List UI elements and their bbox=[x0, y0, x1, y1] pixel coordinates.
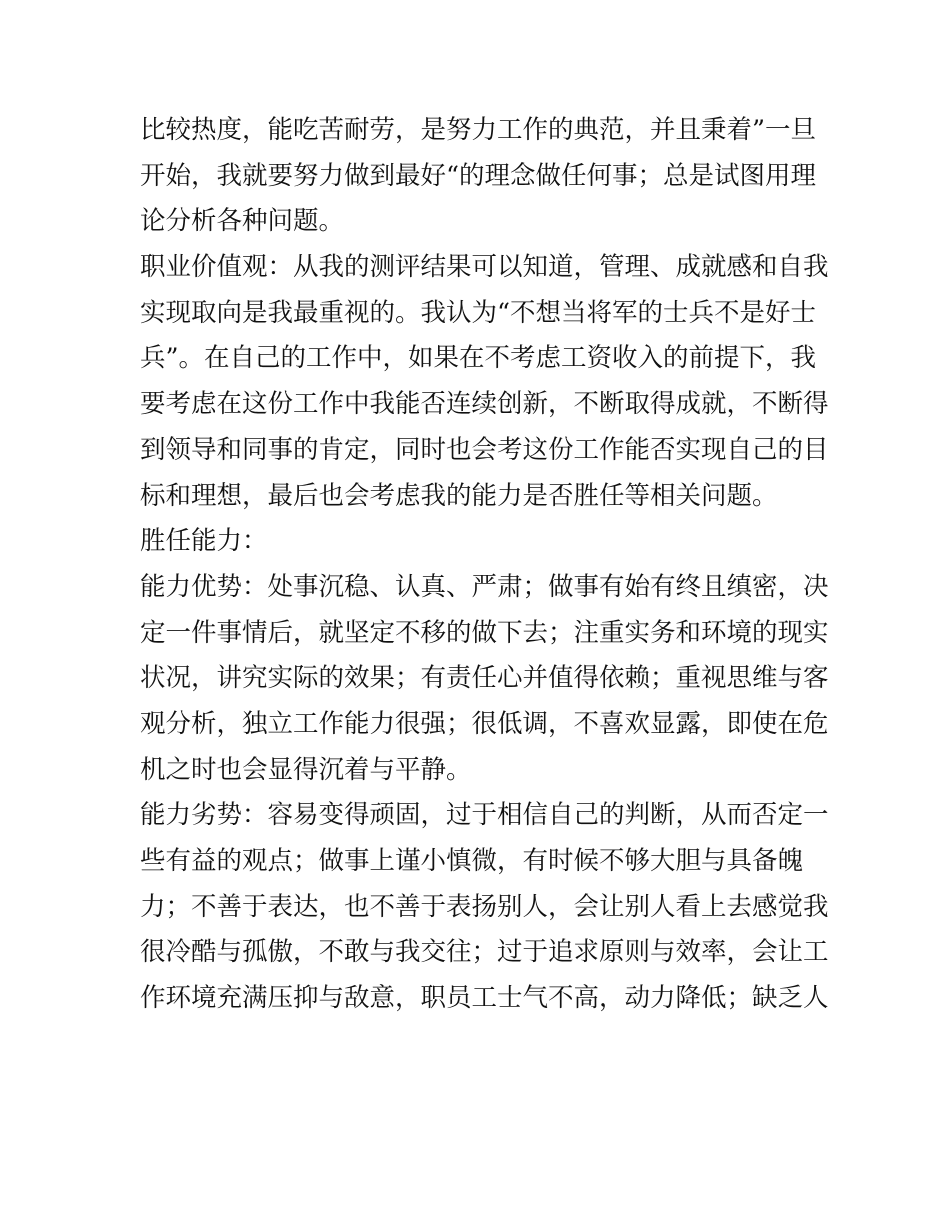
text-line: 到领导和同事的肯定，同时也会考这份工作能否实现自己的目 bbox=[140, 434, 829, 465]
text-line: 标和理想，最后也会考虑我的能力是否胜任等相关问题。 bbox=[140, 480, 778, 511]
text-line: 定一件事情后，就坚定不移的做下去；注重实务和环境的现实 bbox=[140, 617, 829, 648]
text-line: 力；不善于表达，也不善于表扬别人，会让别人看上去感觉我 bbox=[140, 891, 829, 922]
text-line: 能力优势：处事沉稳、认真、严肃；做事有始有终且缜密，决 bbox=[140, 571, 829, 602]
text-line: 状况，讲究实际的效果；有责任心并值得依赖；重视思维与客 bbox=[140, 663, 829, 694]
text-line: 职业价值观：从我的测评结果可以知道，管理、成就感和自我 bbox=[140, 252, 829, 283]
text-line: 观分析，独立工作能力很强；很低调，不喜欢显露，即使在危 bbox=[140, 708, 829, 739]
text-line: 些有益的观点；做事上谨小慎微，有时候不够大胆与具备魄 bbox=[140, 846, 804, 876]
section-heading: 胜任能力： bbox=[140, 526, 268, 557]
text-line: 兵”。在自己的工作中，如果在不考虑工资收入的前提下，我 bbox=[140, 343, 817, 374]
text-line: 能力劣势：容易变得顽固，过于相信自己的判断，从而否定一 bbox=[140, 800, 829, 831]
text-line: 比较热度，能吃苦耐劳，是努力工作的典范，并且秉着”一旦 bbox=[140, 115, 817, 145]
text-line: 论分析各种问题。 bbox=[140, 206, 345, 237]
text-line: 机之时也会显得沉着与平静。 bbox=[140, 754, 472, 785]
text-line: 很冷酷与孤傲，不敢与我交往；过于追求原则与效率，会让工 bbox=[140, 937, 829, 968]
text-line: 开始，我就要努力做到最好“的理念做任何事；总是试图用理 bbox=[140, 160, 817, 191]
body-text bbox=[140, 108, 829, 1022]
text-line: 作环境充满压抑与敌意，职员工士气不高，动力降低；缺乏人 bbox=[140, 983, 829, 1014]
text-line: 实现取向是我最重视的。我认为“不想当将军的士兵不是好士 bbox=[140, 297, 817, 328]
text-line: 要考虑在这份工作中我能否连续创新，不断取得成就，不断得 bbox=[140, 389, 829, 420]
